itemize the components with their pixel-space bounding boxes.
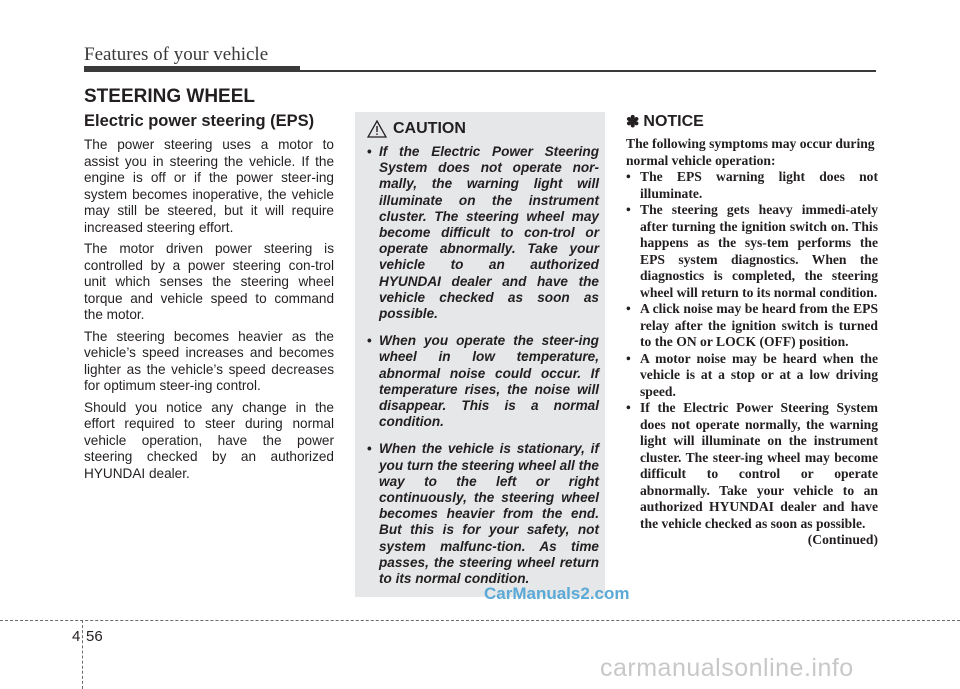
asterisk-icon: ✽: [626, 114, 640, 131]
notice-item: • If the Electric Power Steering System does not operate normally, the warning light will illuminate on the instrument cluster. The steer-ing wheel may become difficult to control or operate abnormally. Take your vehicle to an authorized HYUNDAI dealer and have the vehicle checked as soon as possible.: [626, 400, 878, 532]
notice-list: [626, 169, 878, 532]
header-rule-thick: [84, 66, 300, 72]
continued-label: (Continued): [807, 532, 878, 547]
eps-column: [84, 112, 334, 487]
chapter-number: 4: [72, 628, 81, 645]
eps-paragraph: The power steering uses a motor to assist you in steering the vehicle. If the engine is off or if the power steer-ing system becomes inoperative, the vehicle may still be steered, but it will require increased steering effort.: [84, 137, 334, 235]
warning-triangle-icon: [367, 120, 387, 138]
notice-intro: The following symptoms may occur during normal vehicle operation:: [626, 136, 875, 168]
caution-header: [367, 120, 599, 138]
notice-item: • The steering gets heavy immedi-ately after turning the ignition switch on. This happens as the sys-tem performs the EPS system diagnostics. When the diagnostics is completed, the steering wheel will return to its normal condition.: [626, 202, 878, 301]
caution-item: • When you operate the steer-ing wheel in low temperature, abnormal noise could occur. If temperature rises, the noise will disappear. This is a normal condition.: [367, 333, 599, 430]
notice-header: [626, 112, 878, 132]
eps-paragraph: The motor driven power steering is controlled by a power steering con-trol unit which senses the steering wheel torque and vehicle speed to command the motor.: [84, 241, 334, 322]
notice-item: • A motor noise may be heard when the vehicle is at a stop or at a low driving speed.: [626, 351, 878, 401]
section-title: STEERING WHEEL: [84, 86, 256, 107]
caution-title: CAUTION: [393, 120, 466, 137]
caution-list: [367, 144, 599, 587]
caution-item: • When the vehicle is stationary, if you turn the steering wheel all the way to the left or right continuously, the steering wheel becomes heavier from the end. But this is for your safety, not system malfunc-tion. As time passes, the steering wheel return to its normal condition.: [367, 441, 599, 587]
header-rule-thin: [300, 70, 876, 72]
eps-heading: Electric power steering (EPS): [84, 112, 315, 130]
watermark-top: CarManuals2.com: [484, 584, 630, 603]
eps-paragraph: Should you notice any change in the effort required to steer during normal vehicle operation, have the power steering checked by an authorized HYUNDAI dealer.: [84, 399, 334, 481]
footer-divider: [82, 620, 83, 689]
notice-column: [626, 112, 878, 549]
eps-paragraph: The steering becomes heavier as the vehicle’s speed increases and becomes lighter as the vehicle’s speed decreases for optimum steer-ing control.: [84, 328, 334, 393]
notice-title: NOTICE: [643, 113, 704, 130]
notice-item: • A click noise may be heard from the EPS relay after the ignition switch is turned to the ON or LOCK (OFF) position.: [626, 301, 878, 351]
watermark-bottom: carmanualsonline.info: [600, 654, 854, 682]
caution-box: [355, 112, 605, 597]
page-header-title: Features of your vehicle: [84, 44, 269, 65]
notice-item: • The EPS warning light does not illuminate.: [626, 169, 878, 202]
caution-item: • If the Electric Power Steering System does not operate nor-mally, the warning light will illuminate on the instrument cluster. The steering wheel may become difficult to con-trol or operate abnormally. Take your vehicle to an authorized HYUNDAI dealer and have the vehicle checked as soon as possible.: [367, 144, 599, 322]
footer-rule: [0, 620, 960, 621]
page-number: 56: [86, 628, 103, 645]
